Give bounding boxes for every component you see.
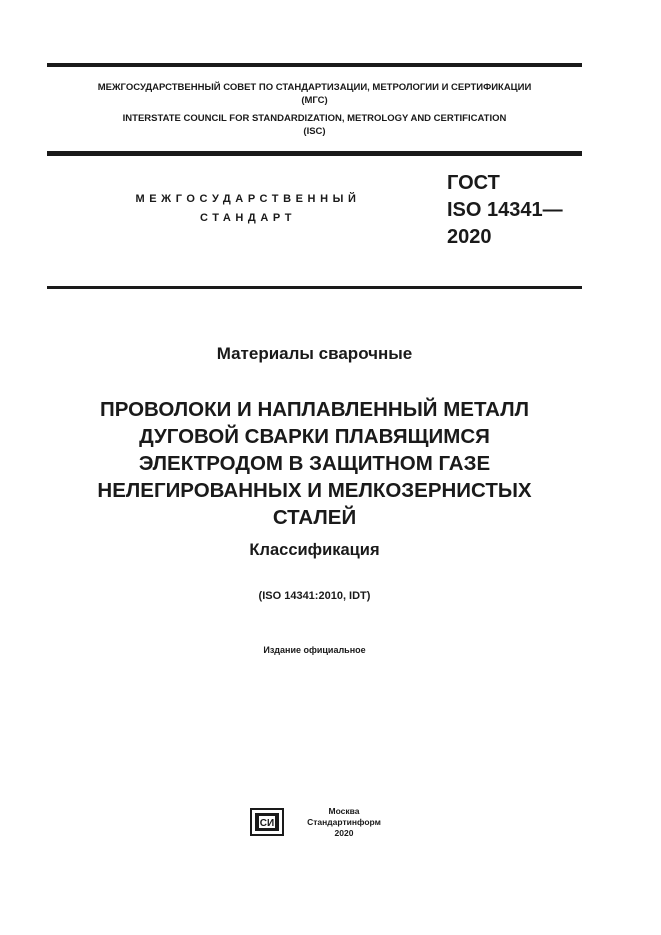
standard-type-line1: МЕЖГОСУДАРСТВЕННЫЙ [135, 193, 361, 205]
main-title-line-3: ЭЛЕКТРОДОМ В ЗАЩИТНОМ ГАЗЕ [138, 452, 491, 475]
designation-block [447, 170, 563, 251]
edition-note: Издание официальное [263, 645, 366, 655]
svg-text:СИ: СИ [259, 818, 275, 829]
third-rule [47, 286, 582, 289]
standard-type-line2: СТАНДАРТ [199, 212, 297, 224]
council-name-en: INTERSTATE COUNCIL FOR STANDARDIZATION, METROLOGY AND CERTIFICATION [122, 113, 507, 124]
main-title-line-1: ПРОВОЛОКИ И НАПЛАВЛЕННЫЙ МЕТАЛЛ [99, 398, 530, 421]
main-title-line-5: СТАЛЕЙ [272, 506, 357, 529]
standartinform-logo [250, 808, 284, 836]
publication-year: 2020 [334, 828, 354, 838]
main-title [47, 396, 582, 531]
subject-heading: Материалы сварочные [216, 344, 413, 363]
second-thick-rule [47, 151, 582, 156]
council-abbr-en: (ISC) [303, 126, 326, 137]
main-title-line-4: НЕЛЕГИРОВАННЫХ И МЕЛКОЗЕРНИСТЫХ [97, 479, 532, 502]
gost-number: ISO 14341— [447, 199, 563, 221]
main-title-line-2: ДУГОВОЙ СВАРКИ ПЛАВЯЩИМСЯ [139, 425, 490, 448]
gost-year: 2020 [447, 226, 492, 248]
publisher-city: Москва [328, 806, 360, 816]
iso-reference: (ISO 14341:2010, IDT) [258, 590, 371, 602]
council-abbr-ru: (МГС) [301, 95, 328, 106]
publisher-name: Стандартинформ [307, 817, 381, 827]
council-block [47, 81, 582, 138]
gost-label: ГОСТ [447, 172, 500, 194]
council-name-ru: МЕЖГОСУДАРСТВЕННЫЙ СОВЕТ ПО СТАНДАРТИЗАЦИИ, МЕТРОЛОГИИ И СЕРТИФИКАЦИИ [97, 82, 532, 93]
subtitle: Классификация [249, 541, 380, 559]
publisher-block [306, 806, 382, 839]
top-thick-rule [47, 63, 582, 67]
